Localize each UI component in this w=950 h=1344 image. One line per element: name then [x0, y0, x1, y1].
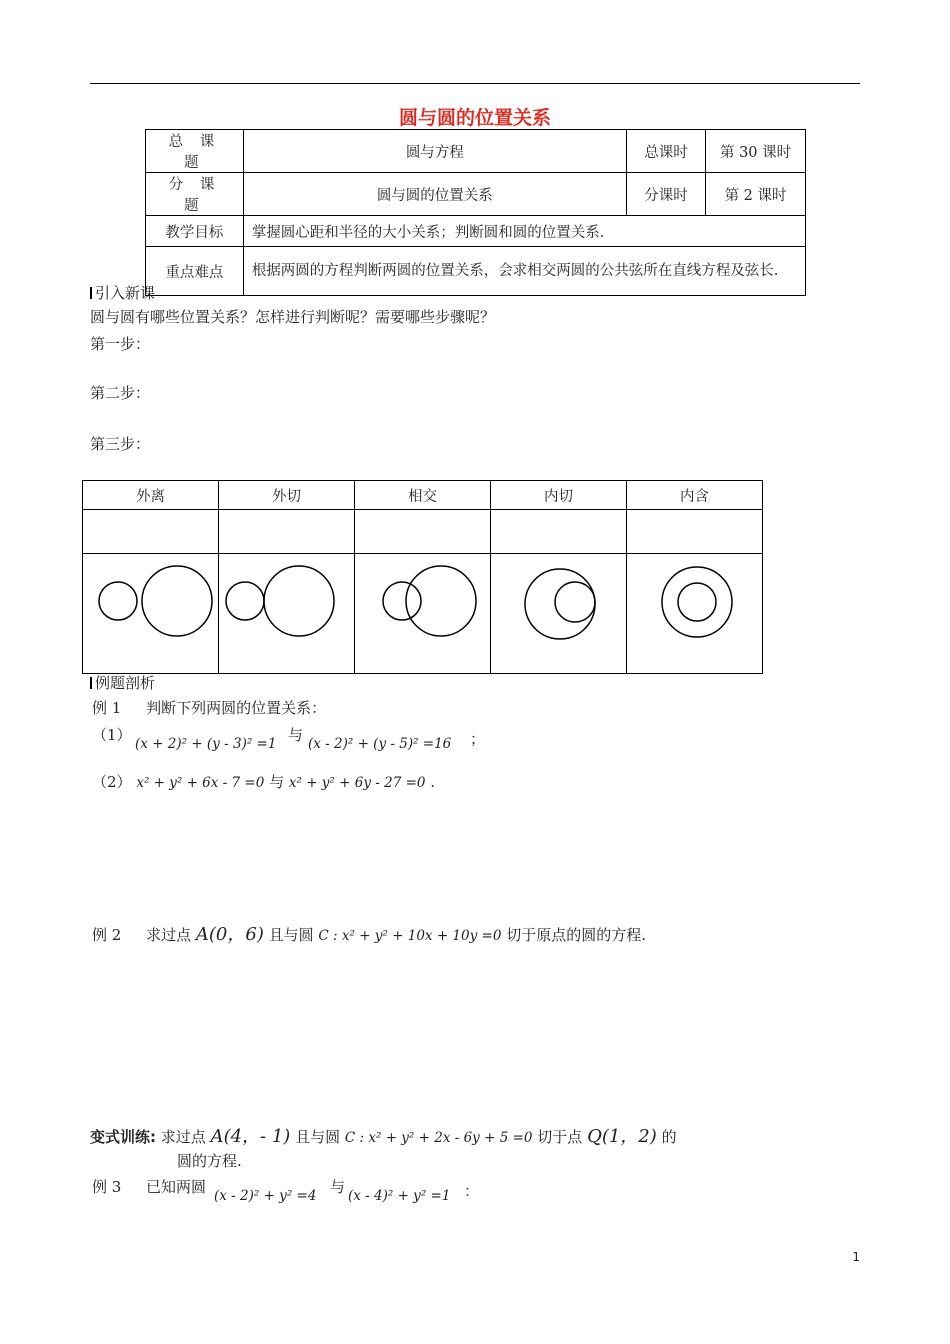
info-label: 重点难点 [146, 247, 244, 296]
section-heading-text: 例题剖析 [95, 674, 156, 692]
info-row [146, 216, 806, 247]
relation-header: 内含 [627, 481, 763, 510]
point: A(0，6) [195, 924, 264, 945]
text: 已知两圆 [146, 1178, 207, 1196]
info-label: 分 课 题 [146, 173, 244, 216]
relation-table [82, 480, 763, 674]
relation-header: 相交 [355, 481, 491, 510]
example-3 [92, 1176, 592, 1212]
step-3: 第三步： [90, 435, 151, 453]
info-value2: 第 30 课时 [706, 130, 806, 173]
relation-header: 内切 [491, 481, 627, 510]
text: 且与圆 [295, 1128, 341, 1146]
relation-header: 外离 [83, 481, 219, 510]
text: 切于点 [537, 1128, 583, 1146]
relation-cell [491, 510, 627, 554]
info-label: 总 课 题 [146, 130, 244, 173]
example-2 [92, 920, 646, 946]
info-label2: 分课时 [626, 173, 705, 216]
relation-cell [219, 510, 355, 554]
info-row [146, 173, 806, 216]
diagram-cell-separate [83, 554, 219, 674]
intersecting-circles-diagram [355, 554, 488, 669]
contained-circles-diagram [627, 554, 760, 669]
equation: x² + y² + 6x - 7 =0 [136, 775, 265, 791]
info-label: 教学目标 [146, 216, 244, 247]
point: A(4，- 1) [210, 1126, 291, 1147]
connector: 与 [330, 1178, 346, 1196]
variant-label: 变式训练: [90, 1128, 156, 1146]
text: 切于原点的圆的方程. [506, 926, 646, 944]
equation: (x + 2)² + (y - 3)² =1 [135, 736, 277, 752]
connector: 与 [269, 773, 285, 791]
info-value: 根据两圆的方程判断两圆的位置关系，会求相交两圆的公共弦所在直线方程及弦长. [243, 247, 805, 296]
text: 求过点 [160, 1128, 206, 1146]
example-label: 例 1 [92, 699, 122, 717]
info-table [145, 129, 806, 296]
example-1-part-1 [92, 724, 592, 760]
relation-cell [83, 510, 219, 554]
text: 的 [661, 1128, 677, 1146]
top-rule [90, 83, 860, 84]
info-value2: 第 2 课时 [706, 173, 806, 216]
section-heading-text: 引入新课 [95, 284, 156, 302]
text: 求过点 [146, 926, 192, 944]
part-number: （1） [92, 726, 132, 744]
section-heading [90, 282, 155, 303]
example-label: 例 2 [92, 926, 122, 944]
step-1: 第一步： [90, 335, 151, 353]
section-heading [90, 672, 155, 693]
step-2: 第二步： [90, 384, 151, 402]
equation: (x - 2)² + y² =4 [214, 1188, 317, 1204]
diagram-cell-external-tangent [219, 554, 355, 674]
diagram-cell-internal-tangent [491, 554, 627, 674]
variant-exercise [90, 1122, 677, 1148]
example-1-part-2 [92, 771, 435, 792]
connector: 与 [288, 726, 304, 744]
diagram-cell-contained [627, 554, 763, 674]
circle-equation: C : x² + y² + 10x + 10y =0 [318, 928, 502, 944]
info-value: 圆与圆的位置关系 [243, 173, 626, 216]
page-title: 圆与圆的位置关系 [398, 107, 551, 129]
intro-question: 圆与圆有哪些位置关系？怎样进行判断呢？需要哪些步骤呢？ [90, 308, 496, 326]
info-value: 掌握圆心距和半径的大小关系；判断圆和圆的位置关系. [243, 216, 805, 247]
example-text: 判断下列两圆的位置关系： [146, 699, 327, 717]
page-number: 1 [852, 1250, 860, 1264]
relation-header: 外切 [219, 481, 355, 510]
relation-cell [355, 510, 491, 554]
relation-diagram-row [83, 554, 763, 674]
separate-circles-diagram [83, 554, 216, 669]
equation: (x - 2)² + (y - 5)² =16 [308, 736, 452, 752]
info-label2: 总课时 [626, 130, 705, 173]
text: 且与圆 [268, 926, 314, 944]
punctuation: . [430, 773, 436, 791]
punctuation: ； [470, 730, 486, 748]
punctuation: ： [464, 1182, 480, 1200]
equation: (x - 4)² + y² =1 [348, 1188, 451, 1204]
relation-header-row [83, 481, 763, 510]
info-row [146, 247, 806, 296]
relation-empty-row [83, 510, 763, 554]
diagram-cell-intersect [355, 554, 491, 674]
relation-cell [627, 510, 763, 554]
info-value: 圆与方程 [243, 130, 626, 173]
example-label: 例 3 [92, 1178, 122, 1196]
example-1 [92, 697, 326, 718]
internal-tangent-diagram [491, 554, 624, 669]
variant-exercise-line2: 圆的方程. [177, 1152, 242, 1170]
circle-equation: C : x² + y² + 2x - 6y + 5 =0 [344, 1130, 533, 1146]
external-tangent-diagram [219, 554, 352, 669]
equation: x² + y² + 6y - 27 =0 [288, 775, 426, 791]
point: Q(1，2) [587, 1126, 657, 1147]
part-number: （2） [92, 773, 132, 791]
info-row [146, 130, 806, 173]
